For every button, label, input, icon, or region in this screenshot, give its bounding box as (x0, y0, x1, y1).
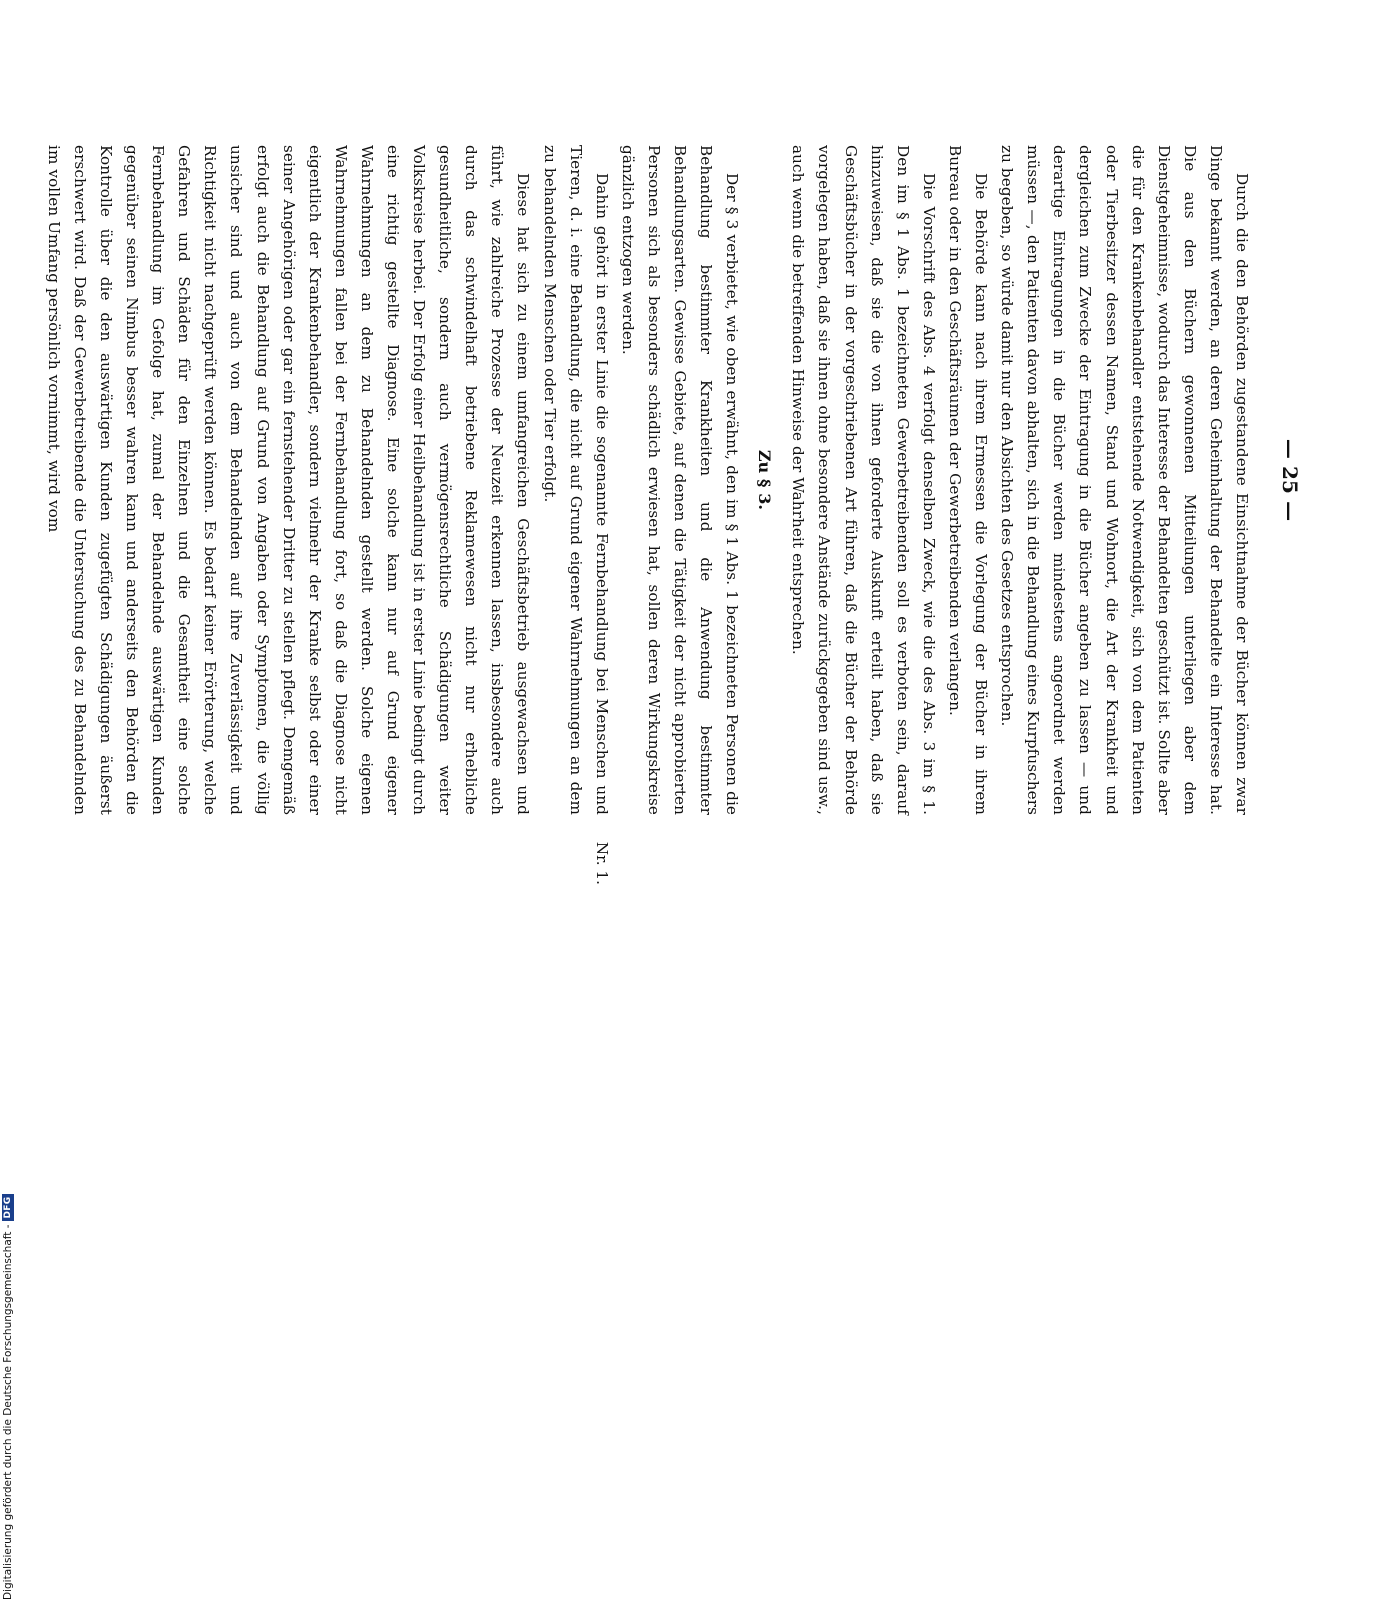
paragraph: Durch die den Behörden zugestandene Einsichtnahme der Bücher können zwar Dinge bekannt werden, an deren Geheimhaltung der Behandelte ein Interesse hat. Die aus den Büchern gewonnenen Mitteilungen unterliegen aber dem Dienstgeheimnisse, wodurch das Interesse der Behandelten geschützt ist. Sollte aber die für den Krankenbehandler entstehende Notwendigkeit, sich von dem Patienten oder Tierbesitzer dessen Namen, Stand und Wohnort, die Art der Krankheit und dergleichen zum Zwecke der Eintragung in die Bücher angeben zu lassen — und derartige Eintragungen in die Bücher werden mindestens angeordnet werden müssen —, den Patienten davon abhalten, sich in die Behandlung eines Kurpfuschers zu begeben, so würde damit nur den Absichten des Gesetzes entsprochen. (998, 145, 1251, 815)
footer-text: Digitalisierung gefördert durch die Deutsche Forschungsgemeinschaft - (2, 1224, 14, 1600)
document-page (44, 145, 1302, 885)
paragraph: Die Vorschrift des Abs. 4 verfolgt denselben Zweck, wie die des Abs. 3 im § 1. Den im § 1 Abs. 1 bezeichneten Gewerbetreibenden soll es verboten sein, darauf hinzuweisen, daß sie die von ihnen geforderte Auskunft erteilt haben, daß sie Geschäftsbücher in der vorgeschriebenen Art führen, daß die Bücher der Behörde vorgelegen haben, daß sie ihnen ohne besondere Anstände zurückgegeben sind usw., auch wenn die betreffenden Hinweise der Wahrheit entsprechen. (789, 145, 938, 815)
dfg-logo-icon: DFG (2, 1194, 14, 1222)
paragraph: Dahin gehört in erster Linie die sogenannte Fernbehandlung bei Menschen und Tieren, d. i. eine Behandlung, die nicht auf Grund eigener Wahrnehmungen an dem zu behandelnden Menschen oder Tier erfolgt. (540, 145, 611, 815)
page-number: — 25 — (1278, 438, 1302, 522)
margin-note: Nr. 1. (592, 841, 611, 885)
digitization-footer (0, 600, 16, 1606)
paragraph: Diese hat sich zu einem umfangreichen Geschäftsbetrieb ausgewachsen und führt, wie zahlreiche Prozesse der Neuzeit erkennen lassen, insbesondere auch durch das schwindelhaft betriebene Reklamewesen nicht nur erhebliche gesundheitliche, sondern auch vermögensrechtliche Schädigungen weiter Volkskreise herbei. Der Erfolg einer Heilbehandlung ist in erster Linie bedingt durch eine richtig gestellte Diagnose. Eine solche kann nur auf Grund eigener Wahrnehmungen an dem zu Behandelnden gestellt werden. Solche eigenen Wahrnehmungen fallen bei der Fernbehandlung fort, so daß die Diagnose nicht eigentlich der Krankenbehandler, sondern vielmehr der Kranke selbst oder einer seiner Angehörigen oder gar ein fernstehender Dritter zu stellen pflegt. Demgemäß erfolgt auch die Behandlung auf Grund von Angaben oder Symptomen, die völlig unsicher sind und auch von dem Behandelnden auf ihre Zuverlässigkeit und Richtigkeit nicht nachgeprüft werden können. Es bedarf keiner Erörterung, welche Gefahren und Schäden für den Einzelnen und die Gesamtheit eine solche Fernbehandlung im Gefolge hat, zumal der Behandelnde auswärtigen Kunden gegenüber seinen Nimbus besser wahren kann und anderseits den Behörden die Kontrolle über die den auswärtigen Kunden zugefügten Schädigungen äußerst erschwert wird. Daß der Gewerbetreibende die Untersuchung des zu Behandelnden im vollen Umfang persönlich vornimmt, wird vom (44, 145, 533, 815)
section-heading: Zu § 3. (755, 449, 775, 511)
paragraph: Der § 3 verbietet, wie oben erwähnt, den im § 1 Abs. 1 bezeichneten Personen die Behandlung bestimmter Krankheiten und die Anwendung bestimmter Behandlungsarten. Gewisse Gebiete, auf denen die Tätigkeit der nicht approbierten Personen sich als besonders schädlich erwiesen hat, sollen deren Wirkungskreise gänzlich entzogen werden. (618, 145, 742, 815)
paragraph: Die Behörde kann nach ihrem Ermessen die Vorlegung der Bücher in ihrem Bureau oder in den Geschäftsräumen der Gewerbetreibenden verlangen. (945, 145, 991, 815)
